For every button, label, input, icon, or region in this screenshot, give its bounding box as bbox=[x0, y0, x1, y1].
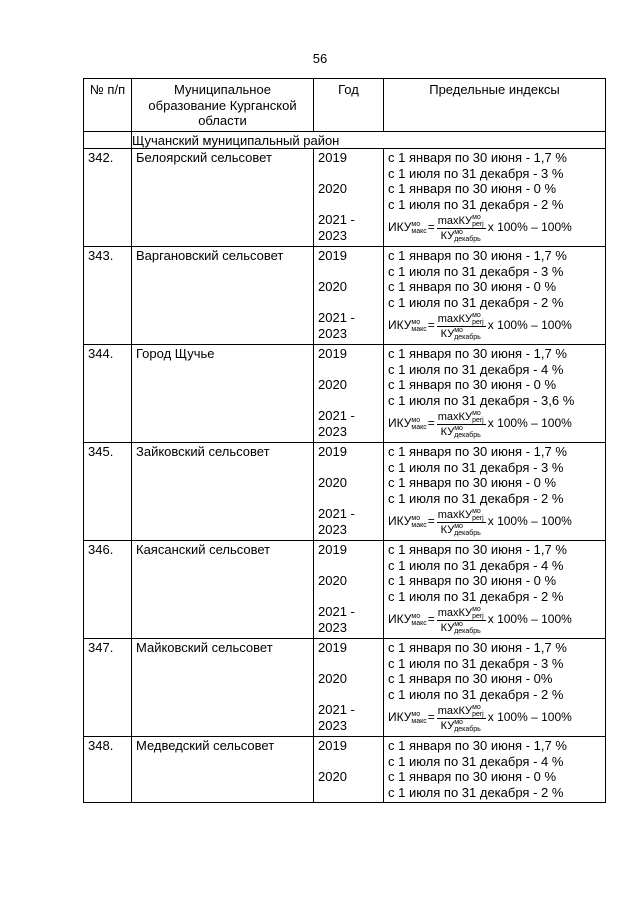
formula-fraction: maxКУ мо perj КУ мо декабрь bbox=[437, 213, 484, 243]
year-cell: 2019 2020 2021 - 2023 bbox=[314, 247, 384, 345]
index-cell: с 1 января по 30 июня - 1,7 % с 1 июля по 31 декабря - 3 % с 1 января по 30 июня - 0 % с 1 июля по 31 декабря - 2 % ИКУ мо макс = maxКУ мо perj КУ мо декабрь x 100% – 100% bbox=[384, 443, 606, 541]
header-year: Год bbox=[314, 79, 384, 132]
index-cell: с 1 января по 30 июня - 1,7 % с 1 июля по 31 декабря - 4 % с 1 января по 30 июня - 0 % с 1 июля по 31 декабря - 2 % ИКУ мо макс = maxКУ мо perj КУ мо декабрь x 100% – 100% bbox=[384, 541, 606, 639]
district-row bbox=[84, 131, 606, 149]
row-number: 345. bbox=[84, 443, 132, 541]
index-formula: ИКУ мо макс = maxКУ мо perj КУ мо декабрь x 100% – 100% bbox=[388, 605, 572, 635]
index-cell: с 1 января по 30 июня - 1,7 % с 1 июля по 31 декабря - 3 % с 1 января по 30 июня - 0 % с 1 июля по 31 декабря - 2 % ИКУ мо макс = maxКУ мо perj КУ мо декабрь x 100% – 100% bbox=[384, 149, 606, 247]
year-cell: 2019 2020 bbox=[314, 737, 384, 803]
table-header-row bbox=[84, 79, 606, 132]
index-formula: ИКУ мо макс = maxКУ мо perj КУ мо декабрь x 100% – 100% bbox=[388, 311, 572, 341]
indices-table bbox=[83, 78, 606, 803]
index-formula: ИКУ мо макс = maxКУ мо perj КУ мо декабрь x 100% – 100% bbox=[388, 507, 572, 537]
year-cell: 2019 2020 2021 - 2023 bbox=[314, 149, 384, 247]
table-row bbox=[84, 247, 606, 345]
municipality-name: Зайковский сельсовет bbox=[132, 443, 314, 541]
index-formula: ИКУ мо макс = maxКУ мо perj КУ мо декабрь x 100% – 100% bbox=[388, 703, 572, 733]
row-number: 346. bbox=[84, 541, 132, 639]
district-name: Щучанский муниципальный район bbox=[132, 131, 606, 149]
table-row bbox=[84, 541, 606, 639]
table-row bbox=[84, 443, 606, 541]
row-number: 344. bbox=[84, 345, 132, 443]
municipality-name: Каясанский сельсовет bbox=[132, 541, 314, 639]
header-num: № п/п bbox=[84, 79, 132, 132]
municipality-name: Город Щучье bbox=[132, 345, 314, 443]
formula-fraction: maxКУ мо perj КУ мо декабрь bbox=[437, 311, 484, 341]
table-row bbox=[84, 737, 606, 803]
index-formula: ИКУ мо макс = maxКУ мо perj КУ мо декабрь x 100% – 100% bbox=[388, 213, 572, 243]
table-row bbox=[84, 149, 606, 247]
page-number: 56 bbox=[312, 51, 328, 66]
formula-fraction: maxКУ мо perj КУ мо декабрь bbox=[437, 605, 484, 635]
index-cell: с 1 января по 30 июня - 1,7 % с 1 июля по 31 декабря - 4 % с 1 января по 30 июня - 0 % с 1 июля по 31 декабря - 3,6 % ИКУ мо макс = maxКУ мо perj КУ мо декабрь x 100% – 100% bbox=[384, 345, 606, 443]
year-cell: 2019 2020 2021 - 2023 bbox=[314, 345, 384, 443]
year-cell: 2019 2020 2021 - 2023 bbox=[314, 443, 384, 541]
year-cell: 2019 2020 2021 - 2023 bbox=[314, 541, 384, 639]
formula-fraction: maxКУ мо perj КУ мо декабрь bbox=[437, 507, 484, 537]
index-formula: ИКУ мо макс = maxКУ мо perj КУ мо декабрь x 100% – 100% bbox=[388, 409, 572, 439]
formula-fraction: maxКУ мо perj КУ мо декабрь bbox=[437, 703, 484, 733]
row-number: 342. bbox=[84, 149, 132, 247]
index-cell: с 1 января по 30 июня - 1,7 % с 1 июля по 31 декабря - 3 % с 1 января по 30 июня - 0% с 1 июля по 31 декабря - 2 % ИКУ мо макс = maxКУ мо perj КУ мо декабрь x 100% – 100% bbox=[384, 639, 606, 737]
municipality-name: Белоярский сельсовет bbox=[132, 149, 314, 247]
row-number: 348. bbox=[84, 737, 132, 803]
formula-fraction: maxКУ мо perj КУ мо декабрь bbox=[437, 409, 484, 439]
table-row bbox=[84, 345, 606, 443]
index-cell: с 1 января по 30 июня - 1,7 % с 1 июля по 31 декабря - 3 % с 1 января по 30 июня - 0 % с 1 июля по 31 декабря - 2 % ИКУ мо макс = maxКУ мо perj КУ мо декабрь x 100% – 100% bbox=[384, 247, 606, 345]
index-cell: с 1 января по 30 июня - 1,7 % с 1 июля по 31 декабря - 4 % с 1 января по 30 июня - 0 % с 1 июля по 31 декабря - 2 % bbox=[384, 737, 606, 803]
header-municipality: Муниципальное образование Курганской области bbox=[132, 79, 314, 132]
row-number: 347. bbox=[84, 639, 132, 737]
municipality-name: Майковский сельсовет bbox=[132, 639, 314, 737]
row-number: 343. bbox=[84, 247, 132, 345]
municipality-name: Варгановский сельсовет bbox=[132, 247, 314, 345]
municipality-name: Медведский сельсовет bbox=[132, 737, 314, 803]
year-cell: 2019 2020 2021 - 2023 bbox=[314, 639, 384, 737]
header-index: Предельные индексы bbox=[384, 79, 606, 132]
table-row bbox=[84, 639, 606, 737]
